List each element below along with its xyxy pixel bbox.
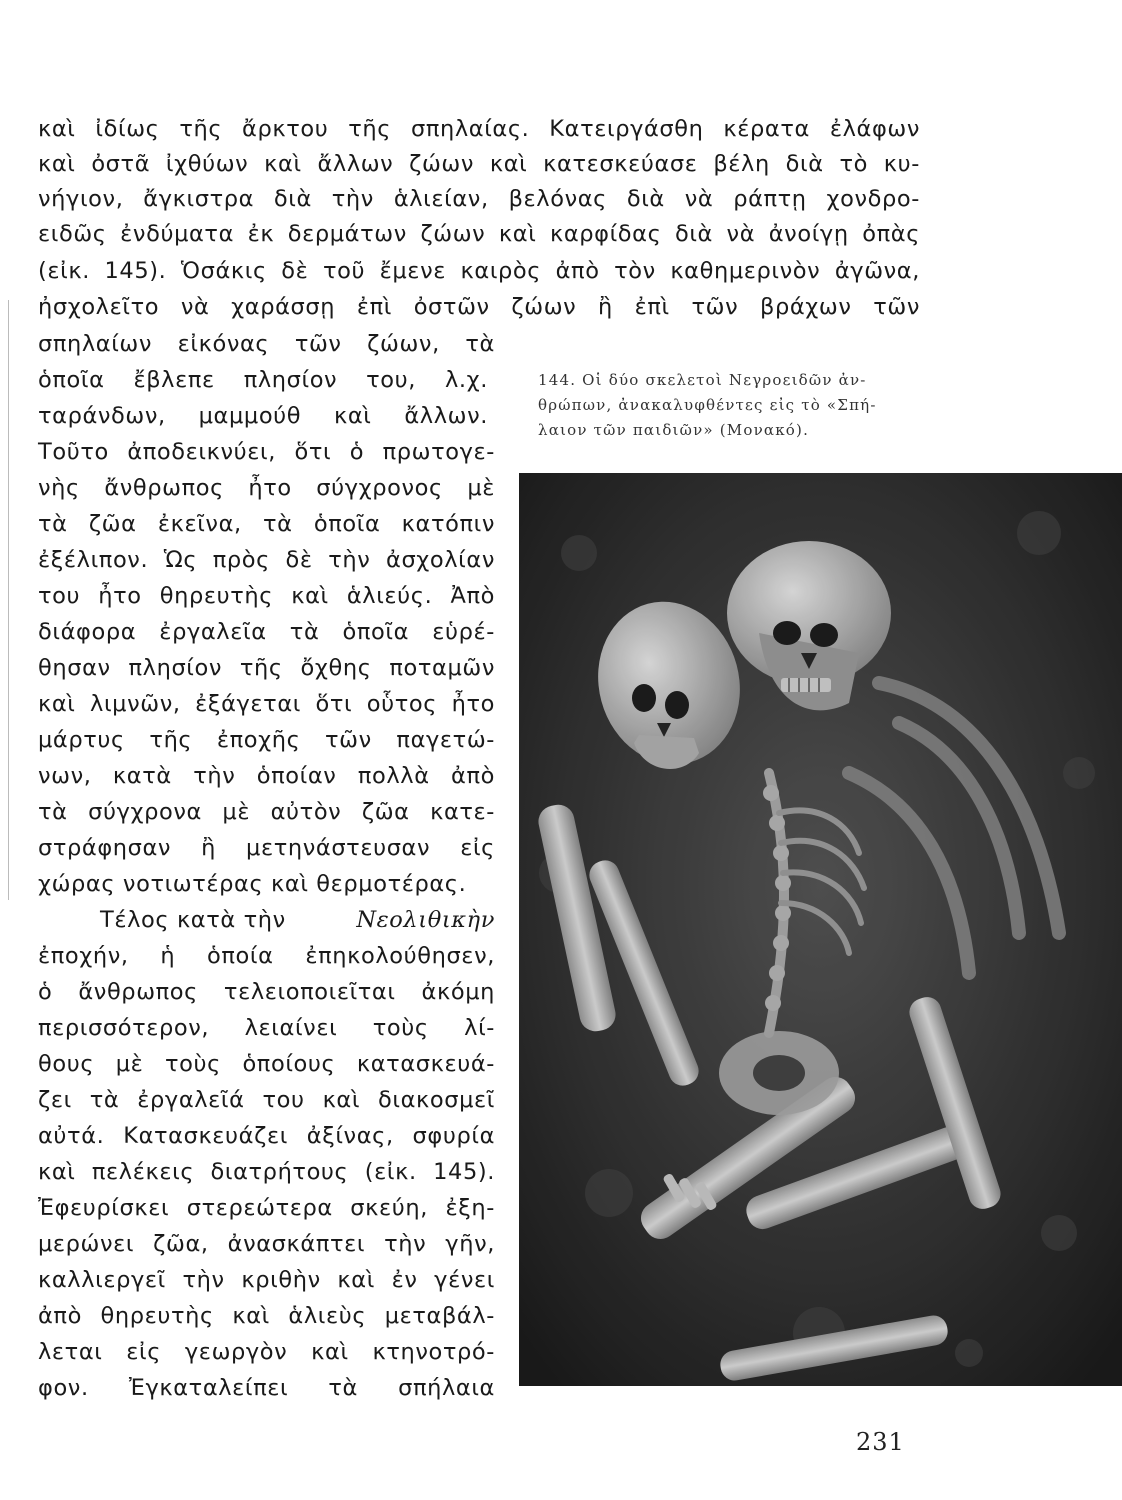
caption-line: λαιον τῶν παιδιῶν» (Μονακό). — [538, 421, 810, 439]
text-line: ὁποῖα ἔβλεπε πλησίον του, λ.χ. — [38, 367, 488, 393]
text-line: θους μὲ τοὺς ὁποίους κατασκευά- — [38, 1051, 495, 1077]
text-line: καὶ λιμνῶν, ἐξάγεται ὅτι οὗτος ἦτο — [38, 691, 495, 717]
text-line: καλλιεργεῖ τὴν κριθὴν καὶ ἐν γένει — [38, 1267, 495, 1293]
photograph-drawing — [519, 473, 1122, 1386]
text-line: σπηλαίων εἰκόνας τῶν ζώων, τὰ — [38, 331, 495, 357]
skeletons-photograph — [519, 473, 1122, 1386]
text-line: ειδῶς ἐνδύματα ἐκ δερμάτων ζώων καὶ καρφίδας διὰ νὰ ἀνοίγῃ ὀπὰς — [38, 221, 920, 247]
text-line: ζει τὰ ἐργαλεῖά του καὶ διακοσμεῖ — [38, 1087, 495, 1113]
italic-term: Νεολιθικὴν — [356, 907, 495, 933]
text-line: θησαν πλησίον τῆς ὄχθης ποταμῶν — [38, 655, 495, 681]
text-line: καὶ ἰδίως τῆς ἄρκτου τῆς σπηλαίας. Κατειργάσθη κέρατα ἐλάφων — [38, 116, 920, 142]
text-line: καὶ ὀστᾶ ἰχθύων καὶ ἄλλων ζώων καὶ κατεσκεύασε βέλη διὰ τὸ κυ- — [38, 151, 920, 177]
caption-line: θρώπων, ἀνακαλυφθέντες εἰς τὸ «Σπή- — [538, 396, 877, 414]
text-line: φον. Ἐγκαταλείπει τὰ σπήλαια — [38, 1375, 495, 1401]
text-line: Ἐφευρίσκει στερεώτερα σκεύη, ἐξη- — [38, 1195, 495, 1221]
text-line-paragraph-start — [100, 905, 495, 935]
text-line: ταράνδων, μαμμούθ καὶ ἄλλων. — [38, 403, 488, 429]
text-line: νήγιον, ἄγκιστρα διὰ τὴν ἁλιείαν, βελόνας διὰ νὰ ράπτῃ χονδρο- — [38, 186, 920, 212]
margin-pencil-mark — [8, 300, 29, 900]
text-line: νων, κατὰ τὴν ὁποίαν πολλὰ ἀπὸ — [38, 763, 495, 789]
text-line: ἀπὸ θηρευτὴς καὶ ἁλιεὺς μεταβάλ- — [38, 1303, 495, 1329]
figure-caption — [538, 368, 910, 443]
text-line: ἐποχήν, ἡ ὁποία ἐπηκολούθησεν, — [38, 943, 495, 969]
text-line: καὶ πελέκεις διατρήτους (εἰκ. 145). — [38, 1159, 495, 1185]
text-line: διάφορα ἐργαλεῖα τὰ ὁποῖα εὑρέ- — [38, 619, 495, 645]
text-line: περισσότερον, λειαίνει τοὺς λί- — [38, 1015, 495, 1041]
text-line: του ἦτο θηρευτὴς καὶ ἁλιεύς. Ἀπὸ — [38, 583, 495, 609]
text-line: λεται εἰς γεωργὸν καὶ κτηνοτρό- — [38, 1339, 495, 1365]
text-line: ὁ ἄνθρωπος τελειοποιεῖται ἀκόμη — [38, 979, 495, 1005]
text-line: ἐξέλιπον. Ὡς πρὸς δὲ τὴν ἀσχολίαν — [38, 547, 495, 573]
text-line: μερώνει ζῶα, ἀνασκάπτει τὴν γῆν, — [38, 1231, 495, 1257]
text-line: αὐτά. Κατασκευάζει ἀξίνας, σφυρία — [38, 1123, 495, 1149]
text-line: τὰ σύγχρονα μὲ αὐτὸν ζῶα κατε- — [38, 799, 495, 825]
text-span: Τέλος κατὰ τὴν — [100, 907, 286, 933]
text-line: νὴς ἄνθρωπος ἦτο σύγχρονος μὲ — [38, 475, 495, 501]
text-line: χώρας νοτιωτέρας καὶ θερμοτέρας. — [38, 871, 467, 897]
caption-line: 144. Οἱ δύο σκελετοὶ Νεγροειδῶν ἀν- — [538, 371, 867, 389]
text-line: Τοῦτο ἀποδεικνύει, ὅτι ὁ πρωτογε- — [38, 439, 495, 465]
text-line: (εἰκ. 145). Ὁσάκις δὲ τοῦ ἔμενε καιρὸς ἀπὸ τὸν καθημερινὸν ἀγῶνα, — [38, 258, 920, 284]
page-number: 231 — [856, 1428, 905, 1456]
text-line: μάρτυς τῆς ἐποχῆς τῶν παγετώ- — [38, 727, 495, 753]
text-line: ἠσχολεῖτο νὰ χαράσσῃ ἐπὶ ὀστῶν ζώων ἢ ἐπὶ τῶν βράχων τῶν — [38, 294, 920, 320]
text-line: τὰ ζῶα ἐκεῖνα, τὰ ὁποῖα κατόπιν — [38, 511, 495, 537]
text-line: στράφησαν ἢ μετηνάστευσαν εἰς — [38, 835, 495, 861]
